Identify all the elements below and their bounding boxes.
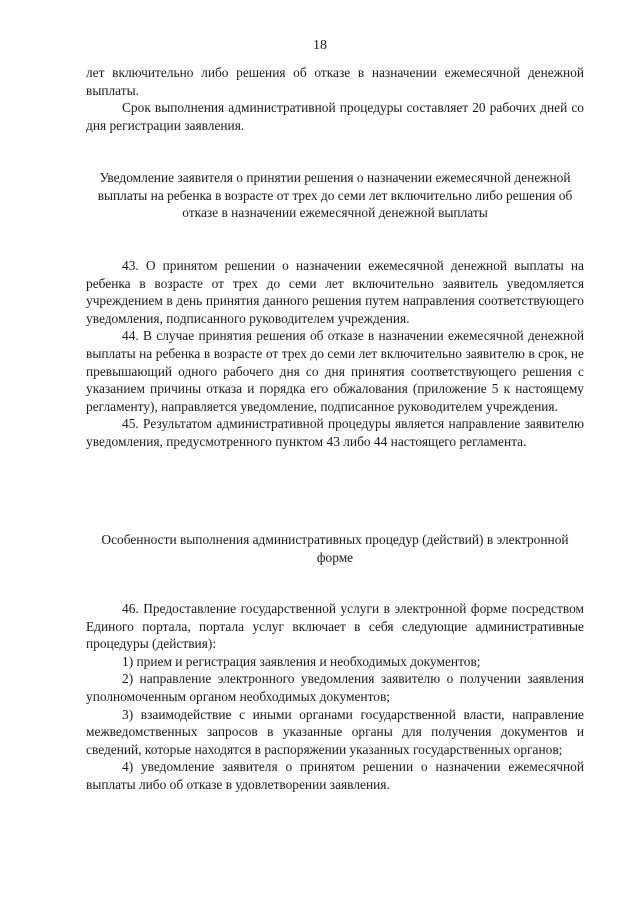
intro-block xyxy=(86,64,584,134)
paragraph-45: 45. Результатом административной процедуры является направление заявителю уведомления, предусмотренного пунктом 43 либо 44 настоящего регламента. xyxy=(86,416,584,449)
paragraph-46: 46. Предоставление государственной услуги в электронной форме посредством Единого портала, портала услуг включает в себя следующие административные процедуры (действия): xyxy=(86,601,584,652)
section-heading-text: Уведомление заявителя о принятии решения о назначении ежемесячной денежной выплаты на ребенка в возрасте от трех до семи лет включительно либо решения об отказе в назначении ежемесячной денежной выплаты xyxy=(97,170,573,221)
intro-paragraph-continuation: лет включительно либо решения об отказе в назначении ежемесячной денежной выплаты. xyxy=(86,65,584,98)
paragraph-43: 43. О принятом решении о назначении ежемесячной денежной выплаты на ребенка в возрасте от трех до семи лет включительно заявитель уведомляется учреждением в день принятия данного решения путем направления соответствующего уведомления, подписанного руководителем учреждения. xyxy=(86,258,584,326)
section-heading-text: Особенности выполнения административных процедур (действий) в электронной форме xyxy=(101,532,569,565)
intro-paragraph-deadline: Срок выполнения административной процедуры составляет 20 рабочих дней со дня регистрации заявления. xyxy=(86,100,584,133)
section-electronic-body xyxy=(86,600,584,794)
list-item: 3) взаимодействие с иными органами государственной власти, направление межведомственных запросов в указанные органы для получения документов и сведений, которые находятся в распоряжении указанных государственных органов; xyxy=(86,706,584,757)
page-number: 18 xyxy=(313,38,327,53)
section-notification-body xyxy=(86,257,584,451)
list-item: 1) прием и регистрация заявления и необходимых документов; xyxy=(122,653,481,669)
paragraph-44: 44. В случае принятия решения об отказе в назначении ежемесячной денежной выплаты на ребенка в возрасте от трех до семи лет включительно заявителю в срок, не превышающий одного рабочего дня со дня принятия соответствующего решения с указанием причины отказа и порядка его обжалования (приложение 5 к настоящему регламенту), направляется уведомление, подписанное руководителем учреждения. xyxy=(86,328,584,414)
list-item: 2) направление электронного уведомления заявителю о получении заявления уполномоченным органом необходимых документов; xyxy=(86,671,584,704)
section-heading-electronic xyxy=(86,531,584,566)
list-item: 4) уведомление заявителя о принятом решении о назначении ежемесячной выплаты либо об отказе в удовлетворении заявления. xyxy=(86,759,584,792)
section-heading-notification xyxy=(86,169,584,222)
